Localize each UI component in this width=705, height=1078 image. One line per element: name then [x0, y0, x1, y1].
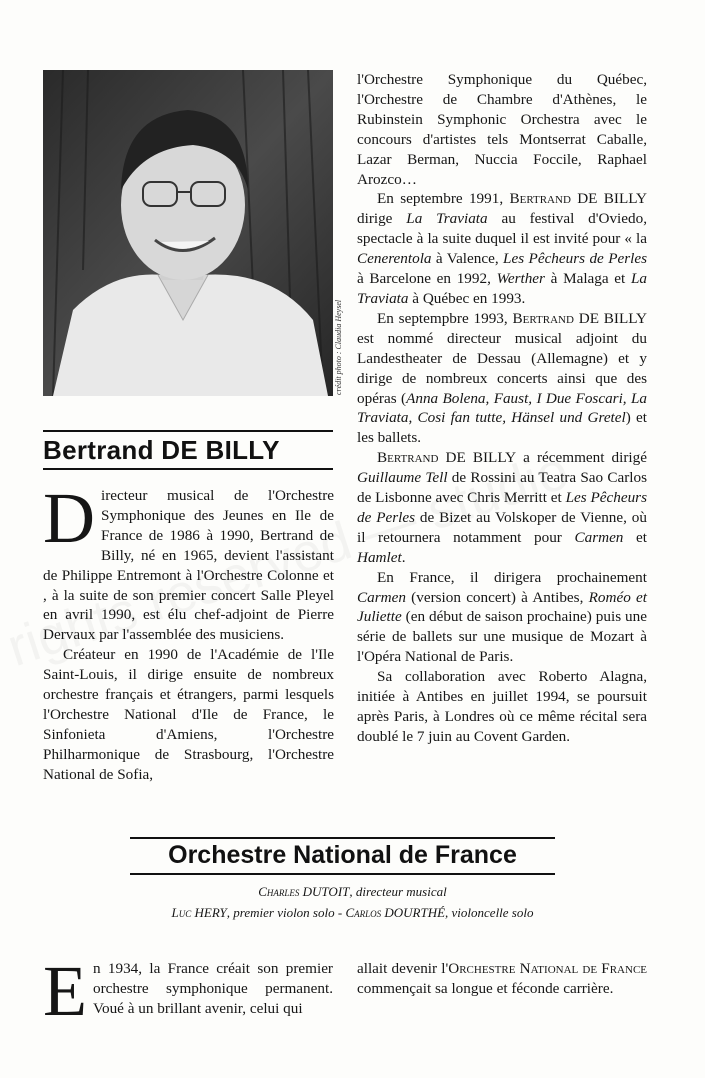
bio-heading [43, 430, 333, 470]
orchestra-credit-soloists: Luc HERY, premier violon solo - Carlos DOURTHÉ, violoncelle solo [171, 905, 534, 920]
portrait-image [43, 70, 333, 396]
orchestra-column-right [357, 959, 647, 999]
bio-paragraph-7: En France, il dirigera prochainement Carmen (version concert) à Antibes, Roméo et Juliette (en début de saison prochaine) puis une série de ballets sur une musique de Mozart à l'Opéra National de Paris. [357, 568, 647, 666]
photo-credit: crédit photo : Claudia Heysel [334, 299, 343, 395]
bio-paragraph-3: l'Orchestre Symphonique du Québec, l'Orchestre de Chambre d'Athènes, le Rubinstein Symphonic Orchestra avec le concours d'artistes tels Montserrat Caballe, Lazar Berman, Nuccia Foccile, Raphael Arozco… [357, 71, 647, 188]
orchestra-credit-director: Charles DUTOIT, directeur musical [258, 884, 447, 899]
orchestra-paragraph-1: En 1934, la France créait son premier orchestre symphonique permanent. Voué à un brillant avenir, celui qui [43, 951, 333, 1031]
drop-cap-e: E [43, 951, 87, 1031]
portrait-photo [43, 70, 333, 396]
bio-column-left [43, 478, 334, 785]
bio-title: Bertrand DE BILLY [43, 435, 280, 465]
bio-paragraph-4: En septembre 1991, Bertrand DE BILLY dirige La Traviata au festival d'Oviedo, spectacle à la suite duquel il est invité pour « la Cenerentola à Valence, Les Pêcheurs de Perles à Barcelone en 1992, Werther à Malaga et La Traviata à Québec en 1993. [357, 190, 647, 307]
bio-column-right [357, 70, 647, 747]
bio-paragraph-1: Directeur musical de l'Orchestre Symphonique des Jeunes en Ile de France de 1986 à 1990, Bertrand de Billy, né en 1965, devient l'assistant de Philippe Entremont à l'Orchestre Colonne et , à la suite de son premier concert Salle Pleyel en avril 1990, est élu chef-adjoint de Pierre Dervaux par l'assemblée des musiciens. [43, 478, 334, 644]
drop-cap: D [43, 478, 95, 558]
orchestra-paragraph-1-cont: allait devenir l'Orchestre National de France commençait sa longue et féconde carrière. [357, 960, 648, 997]
bio-paragraph-2: Créateur en 1990 de l'Académie de l'Ile Saint-Louis, il dirige ensuite de nombreux orchestre français et étrangers, parmi lesquels l'Orchestre National d'Ile de France, le Sinfonieta d'Amiens, l'Orchestre Philharmonique de Strasbourg, l'Orchestre National de Sofia, [43, 646, 334, 783]
orchestra-column-left [43, 951, 333, 1031]
orchestra-heading [130, 837, 555, 875]
bio-paragraph-6: Bertrand DE BILLY a récemment dirigé Guillaume Tell de Rossini au Teatra Sao Carlos de Lisbonne avec Chris Merritt et Les Pêcheurs de Perles de Bizet au Volskoper de Vienne, où il retournera notamment pour Carmen et Hamlet. [357, 449, 647, 566]
bio-paragraph-5: En septempbre 1993, Bertrand DE BILLY est nommé directeur musical adjoint du Landestheater de Dessau (Allemagne) et y dirige de nombreux concerts ainsi que des opéras (Anna Bolena, Faust, I Due Foscari, La Traviata, Cosi fan tutte, Hänsel und Gretel) et les ballets. [357, 309, 647, 447]
orchestra-title: Orchestre National de France [168, 841, 517, 869]
bio-paragraph-8: Sa collaboration avec Roberto Alagna, initiée à Antibes en juillet 1994, se poursuit après Paris, à Londres où ce même récital sera doublé le 7 juin au Covent Garden. [357, 668, 647, 745]
